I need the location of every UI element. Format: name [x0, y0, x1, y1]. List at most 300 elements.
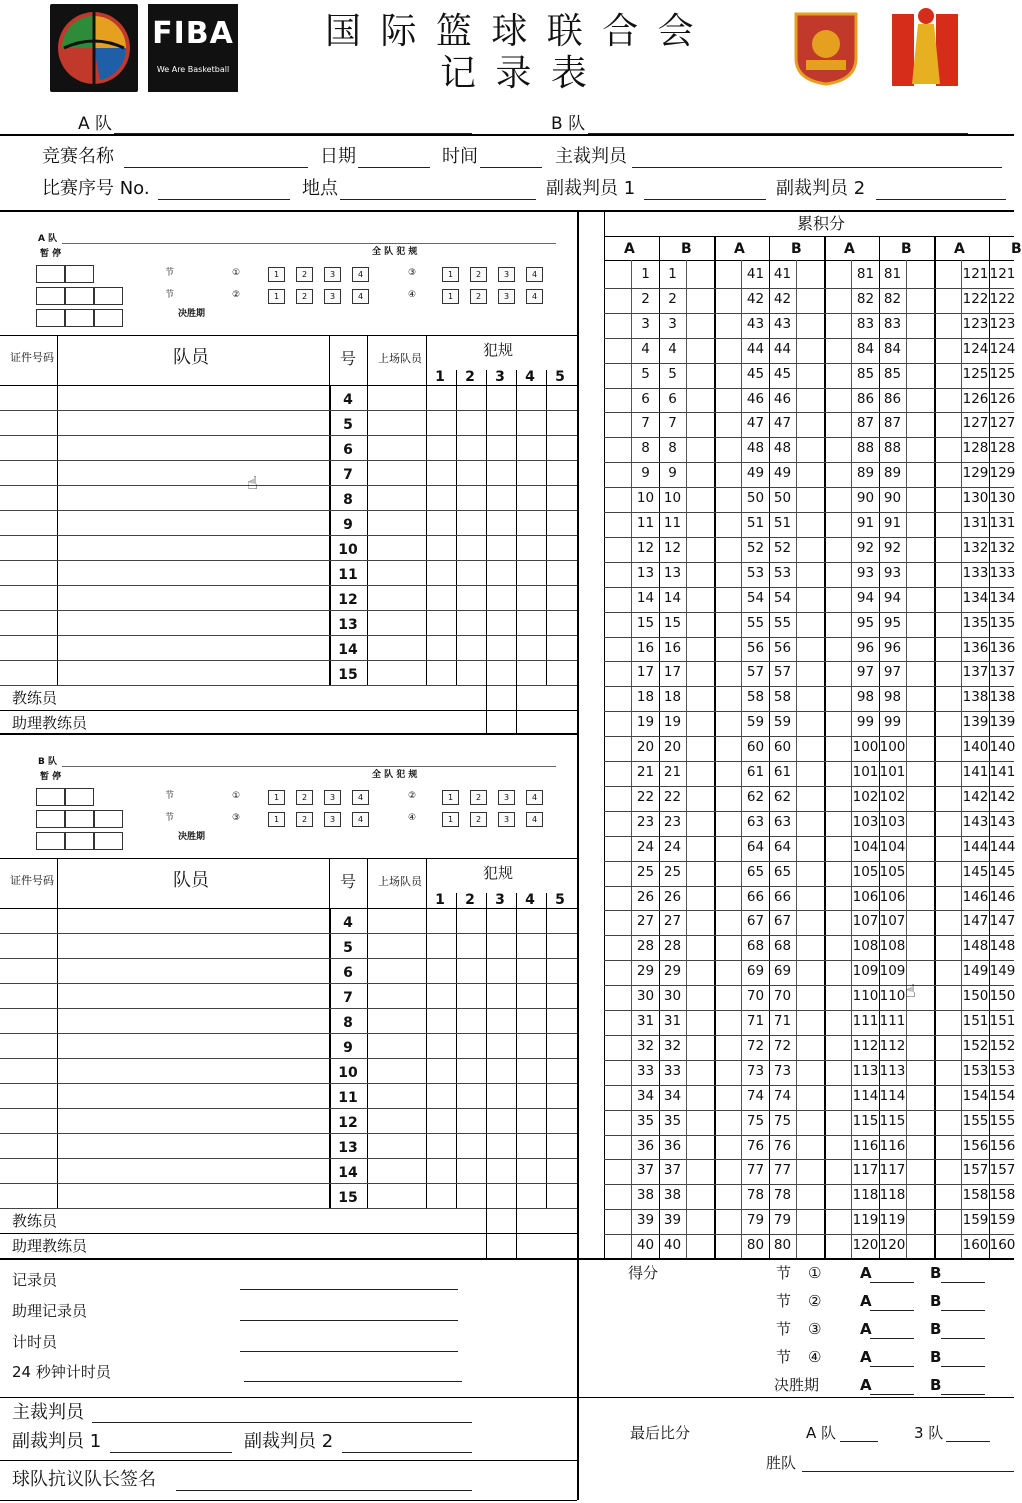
running-score-cell[interactable]: 21: [663, 764, 682, 780]
running-score-cell[interactable]: 72: [746, 1037, 765, 1054]
running-score-cell[interactable]: 142: [989, 788, 1016, 805]
running-score-cell[interactable]: 97: [883, 664, 902, 681]
running-score-cell[interactable]: 70: [746, 988, 765, 1005]
running-score-cell[interactable]: 151: [989, 1013, 1016, 1029]
running-score-cell[interactable]: 36: [663, 1137, 682, 1154]
running-score-cell[interactable]: 130: [989, 490, 1016, 507]
running-score-cell[interactable]: 54: [773, 589, 792, 606]
running-score-cell[interactable]: 159: [962, 1212, 989, 1229]
running-score-cell[interactable]: 138: [962, 689, 989, 706]
running-score-cell[interactable]: 77: [746, 1162, 765, 1179]
running-score-cell[interactable]: 131: [962, 515, 989, 531]
running-score-cell[interactable]: 96: [856, 639, 875, 656]
running-score-cell[interactable]: 79: [746, 1212, 765, 1229]
running-score-cell[interactable]: 139: [989, 714, 1016, 731]
running-score-cell[interactable]: 97: [856, 664, 875, 681]
running-score-cell[interactable]: 64: [746, 838, 765, 855]
running-score-cell[interactable]: 132: [989, 539, 1016, 556]
running-score-cell[interactable]: 34: [663, 1087, 682, 1104]
team-a-team-foul-box[interactable]: 4: [526, 289, 543, 304]
running-score-cell[interactable]: 30: [663, 988, 682, 1005]
table-row[interactable]: [0, 585, 577, 586]
running-score-cell[interactable]: 28: [636, 938, 655, 955]
table-row[interactable]: [0, 1008, 577, 1009]
running-score-cell[interactable]: 4: [641, 340, 650, 357]
running-score-cell[interactable]: 69: [773, 963, 792, 980]
competition-field[interactable]: [124, 167, 308, 168]
running-score-cell[interactable]: 131: [989, 515, 1016, 531]
running-score-cell[interactable]: 102: [879, 788, 906, 805]
running-score-cell[interactable]: 10: [636, 490, 655, 507]
running-score-cell[interactable]: 59: [746, 714, 765, 731]
running-score-cell[interactable]: 157: [962, 1162, 989, 1179]
running-score-cell[interactable]: 140: [962, 739, 989, 756]
running-score-cell[interactable]: 11: [636, 515, 655, 531]
table-row[interactable]: [0, 1133, 577, 1134]
running-score-cell[interactable]: 49: [746, 465, 765, 482]
running-score-cell[interactable]: 115: [879, 1112, 906, 1129]
running-score-cell[interactable]: 35: [636, 1112, 655, 1129]
table-row[interactable]: [0, 1083, 577, 1084]
table-row[interactable]: [0, 1158, 577, 1159]
running-score-cell[interactable]: 98: [883, 689, 902, 706]
team-b-name-field[interactable]: [588, 133, 968, 134]
running-score-cell[interactable]: 70: [773, 988, 792, 1005]
team-b-team-foul-box[interactable]: 1: [442, 790, 459, 805]
running-score-cell[interactable]: 26: [663, 888, 682, 905]
running-score-cell[interactable]: 47: [773, 415, 792, 432]
running-score-cell[interactable]: 148: [962, 938, 989, 955]
running-score-cell[interactable]: 67: [773, 913, 792, 930]
running-score-cell[interactable]: 74: [746, 1087, 765, 1104]
team-b-timeout-box[interactable]: [36, 810, 65, 828]
running-score-cell[interactable]: 66: [773, 888, 792, 905]
running-score-cell[interactable]: 1: [668, 266, 677, 282]
team-b-timeout-box[interactable]: [65, 832, 94, 850]
running-score-cell[interactable]: 140: [989, 739, 1016, 756]
running-score-cell[interactable]: 59: [773, 714, 792, 731]
running-score-cell[interactable]: 120: [879, 1237, 906, 1254]
running-score-cell[interactable]: 58: [746, 689, 765, 706]
running-score-cell[interactable]: 31: [636, 1013, 655, 1029]
team-b-team-foul-box[interactable]: 3: [324, 812, 341, 827]
running-score-cell[interactable]: 101: [879, 764, 906, 780]
team-b-timeout-box[interactable]: [94, 832, 123, 850]
running-score-cell[interactable]: 49: [773, 465, 792, 482]
running-score-cell[interactable]: 5: [668, 365, 677, 382]
running-score-cell[interactable]: 109: [879, 963, 906, 980]
running-score-cell[interactable]: 111: [879, 1013, 906, 1029]
timekeeper-field[interactable]: [240, 1351, 458, 1352]
table-row[interactable]: [0, 435, 577, 436]
running-score-cell[interactable]: 159: [989, 1212, 1016, 1229]
running-score-cell[interactable]: 56: [773, 639, 792, 656]
running-score-cell[interactable]: 155: [962, 1112, 989, 1129]
table-row[interactable]: [0, 635, 577, 636]
table-row[interactable]: [0, 535, 577, 536]
running-score-cell[interactable]: 137: [989, 664, 1016, 681]
running-score-cell[interactable]: 15: [663, 614, 682, 631]
running-score-cell[interactable]: 12: [636, 539, 655, 556]
running-score-cell[interactable]: 16: [663, 639, 682, 656]
running-score-cell[interactable]: 112: [852, 1037, 879, 1054]
running-score-cell[interactable]: 31: [663, 1013, 682, 1029]
running-score-cell[interactable]: 83: [856, 315, 875, 332]
running-score-cell[interactable]: 20: [636, 739, 655, 756]
running-score-cell[interactable]: 95: [883, 614, 902, 631]
running-score-cell[interactable]: 116: [879, 1137, 906, 1154]
running-score-cell[interactable]: 30: [636, 988, 655, 1005]
running-score-cell[interactable]: 54: [746, 589, 765, 606]
team-a-timeout-box[interactable]: [36, 265, 65, 283]
running-score-cell[interactable]: 152: [989, 1037, 1016, 1054]
team-b-team-foul-box[interactable]: 2: [296, 790, 313, 805]
running-score-cell[interactable]: 76: [746, 1137, 765, 1154]
running-score-cell[interactable]: 57: [773, 664, 792, 681]
running-score-cell[interactable]: 68: [773, 938, 792, 955]
running-score-cell[interactable]: 33: [636, 1062, 655, 1079]
team-b-timeout-box[interactable]: [65, 788, 94, 806]
running-score-cell[interactable]: 134: [989, 589, 1016, 606]
running-score-cell[interactable]: 93: [883, 564, 902, 581]
running-score-cell[interactable]: 151: [962, 1013, 989, 1029]
running-score-cell[interactable]: 141: [989, 764, 1016, 780]
running-score-cell[interactable]: 114: [852, 1087, 879, 1104]
running-score-cell[interactable]: 39: [663, 1212, 682, 1229]
period-score-b-field[interactable]: [941, 1282, 985, 1283]
team-b-team-foul-box[interactable]: 1: [442, 812, 459, 827]
running-score-cell[interactable]: 142: [962, 788, 989, 805]
running-score-cell[interactable]: 7: [668, 415, 677, 432]
running-score-cell[interactable]: 84: [856, 340, 875, 357]
running-score-cell[interactable]: 94: [883, 589, 902, 606]
team-a-team-foul-box[interactable]: 2: [296, 267, 313, 282]
team-b-team-foul-box[interactable]: 3: [498, 790, 515, 805]
running-score-cell[interactable]: 32: [636, 1037, 655, 1054]
running-score-cell[interactable]: 113: [852, 1062, 879, 1079]
running-score-cell[interactable]: 154: [989, 1087, 1016, 1104]
running-score-cell[interactable]: 125: [989, 365, 1016, 382]
running-score-cell[interactable]: 43: [746, 315, 765, 332]
running-score-cell[interactable]: 38: [663, 1187, 682, 1204]
running-score-cell[interactable]: 57: [746, 664, 765, 681]
running-score-cell[interactable]: 48: [773, 440, 792, 457]
team-a-team-foul-box[interactable]: 2: [296, 289, 313, 304]
running-score-cell[interactable]: 160: [962, 1237, 989, 1254]
running-score-cell[interactable]: 63: [773, 813, 792, 830]
running-score-cell[interactable]: 156: [962, 1137, 989, 1154]
running-score-cell[interactable]: 75: [746, 1112, 765, 1129]
running-score-cell[interactable]: 89: [856, 465, 875, 482]
running-score-cell[interactable]: 106: [852, 888, 879, 905]
running-score-cell[interactable]: 121: [989, 266, 1016, 282]
team-b-team-foul-box[interactable]: 4: [352, 812, 369, 827]
running-score-cell[interactable]: 105: [852, 863, 879, 880]
team-b-timeout-box[interactable]: [36, 832, 65, 850]
running-score-cell[interactable]: 53: [746, 564, 765, 581]
period-score-a-field[interactable]: [870, 1310, 914, 1311]
running-score-cell[interactable]: 6: [641, 390, 650, 407]
overtime-a-field[interactable]: [870, 1394, 914, 1395]
running-score-cell[interactable]: 137: [962, 664, 989, 681]
running-score-cell[interactable]: 89: [883, 465, 902, 482]
game-no-field[interactable]: [158, 199, 290, 200]
table-row[interactable]: [0, 410, 577, 411]
running-score-cell[interactable]: 152: [962, 1037, 989, 1054]
running-score-cell[interactable]: 37: [663, 1162, 682, 1179]
running-score-cell[interactable]: 71: [773, 1013, 792, 1029]
running-score-cell[interactable]: 28: [663, 938, 682, 955]
running-score-cell[interactable]: 29: [636, 963, 655, 980]
running-score-cell[interactable]: 17: [663, 664, 682, 681]
running-score-cell[interactable]: 44: [773, 340, 792, 357]
running-score-cell[interactable]: 43: [773, 315, 792, 332]
team-a-team-foul-box[interactable]: 3: [498, 267, 515, 282]
running-score-cell[interactable]: 34: [636, 1087, 655, 1104]
team-b-timeout-box[interactable]: [94, 810, 123, 828]
running-score-cell[interactable]: 40: [663, 1237, 682, 1254]
running-score-cell[interactable]: 55: [746, 614, 765, 631]
running-score-cell[interactable]: 128: [962, 440, 989, 457]
team-a-team-foul-box[interactable]: 4: [526, 267, 543, 282]
running-score-cell[interactable]: 139: [962, 714, 989, 731]
running-score-cell[interactable]: 117: [852, 1162, 879, 1179]
running-score-cell[interactable]: 105: [879, 863, 906, 880]
running-score-cell[interactable]: 122: [962, 290, 989, 307]
running-score-cell[interactable]: 144: [962, 838, 989, 855]
umpire1-field[interactable]: [644, 199, 766, 200]
running-score-cell[interactable]: 8: [641, 440, 650, 457]
running-score-cell[interactable]: 78: [746, 1187, 765, 1204]
running-score-cell[interactable]: 138: [989, 689, 1016, 706]
winner-field[interactable]: [802, 1471, 1014, 1472]
running-score-cell[interactable]: 160: [989, 1237, 1016, 1254]
running-score-cell[interactable]: 117: [879, 1162, 906, 1179]
running-score-cell[interactable]: 104: [879, 838, 906, 855]
running-score-cell[interactable]: 27: [663, 913, 682, 930]
team-a-team-foul-box[interactable]: 2: [470, 267, 487, 282]
running-score-cell[interactable]: 85: [856, 365, 875, 382]
running-score-cell[interactable]: 47: [746, 415, 765, 432]
running-score-cell[interactable]: 146: [962, 888, 989, 905]
running-score-cell[interactable]: 50: [773, 490, 792, 507]
place-field[interactable]: [340, 199, 536, 200]
running-score-cell[interactable]: 127: [989, 415, 1016, 432]
running-score-cell[interactable]: 92: [883, 539, 902, 556]
running-score-cell[interactable]: 95: [856, 614, 875, 631]
running-score-cell[interactable]: 9: [641, 465, 650, 482]
running-score-cell[interactable]: 45: [773, 365, 792, 382]
running-score-cell[interactable]: 13: [636, 564, 655, 581]
running-score-cell[interactable]: 122: [989, 290, 1016, 307]
running-score-cell[interactable]: 158: [989, 1187, 1016, 1204]
running-score-cell[interactable]: 8: [668, 440, 677, 457]
period-score-a-field[interactable]: [870, 1282, 914, 1283]
running-score-cell[interactable]: 157: [989, 1162, 1016, 1179]
running-score-cell[interactable]: 107: [852, 913, 879, 930]
running-score-cell[interactable]: 7: [641, 415, 650, 432]
running-score-cell[interactable]: 45: [746, 365, 765, 382]
period-score-a-field[interactable]: [870, 1366, 914, 1367]
team-a-team-foul-box[interactable]: 3: [324, 267, 341, 282]
team-a-team-foul-box[interactable]: 3: [498, 289, 515, 304]
running-score-cell[interactable]: 14: [636, 589, 655, 606]
running-score-cell[interactable]: 110: [852, 988, 879, 1005]
running-score-cell[interactable]: 56: [746, 639, 765, 656]
running-score-cell[interactable]: 96: [883, 639, 902, 656]
running-score-cell[interactable]: 74: [773, 1087, 792, 1104]
running-score-cell[interactable]: 62: [746, 788, 765, 805]
running-score-cell[interactable]: 65: [773, 863, 792, 880]
running-score-cell[interactable]: 81: [856, 266, 875, 282]
team-a-team-foul-box[interactable]: 4: [352, 267, 369, 282]
running-score-cell[interactable]: 61: [773, 764, 792, 780]
table-row[interactable]: [0, 1033, 577, 1034]
table-row[interactable]: [0, 685, 577, 686]
running-score-cell[interactable]: 36: [636, 1137, 655, 1154]
team-a-timeout-box[interactable]: [65, 309, 94, 327]
team-a-team-foul-box[interactable]: 2: [470, 289, 487, 304]
umpire2-field[interactable]: [876, 199, 1006, 200]
running-score-cell[interactable]: 141: [962, 764, 989, 780]
running-score-cell[interactable]: 6: [668, 390, 677, 407]
running-score-cell[interactable]: 98: [856, 689, 875, 706]
running-score-cell[interactable]: 73: [746, 1062, 765, 1079]
team-a-timeout-box[interactable]: [65, 265, 94, 283]
running-score-cell[interactable]: 113: [879, 1062, 906, 1079]
running-score-cell[interactable]: 5: [641, 365, 650, 382]
date-field[interactable]: [358, 167, 430, 168]
team-b-team-foul-box[interactable]: 1: [268, 790, 285, 805]
running-score-cell[interactable]: 133: [989, 564, 1016, 581]
table-row[interactable]: [0, 983, 577, 984]
running-score-cell[interactable]: 81: [883, 266, 902, 282]
running-score-cell[interactable]: 32: [663, 1037, 682, 1054]
running-score-cell[interactable]: 15: [636, 614, 655, 631]
captain-sig-field[interactable]: [176, 1490, 472, 1491]
running-score-cell[interactable]: 35: [663, 1112, 682, 1129]
sig-umpire1-field[interactable]: [110, 1452, 232, 1453]
running-score-cell[interactable]: 147: [962, 913, 989, 930]
table-row[interactable]: [0, 560, 577, 561]
running-score-cell[interactable]: 66: [746, 888, 765, 905]
table-row[interactable]: [0, 1108, 577, 1109]
running-score-cell[interactable]: 101: [852, 764, 879, 780]
team-a-team-foul-box[interactable]: 1: [442, 267, 459, 282]
running-score-cell[interactable]: 136: [962, 639, 989, 656]
running-score-cell[interactable]: 143: [962, 813, 989, 830]
team-a-team-foul-box[interactable]: 1: [442, 289, 459, 304]
running-score-cell[interactable]: 103: [852, 813, 879, 830]
running-score-cell[interactable]: 143: [989, 813, 1016, 830]
team-a-name-field[interactable]: [114, 133, 472, 134]
running-score-cell[interactable]: 135: [962, 614, 989, 631]
table-row[interactable]: [0, 485, 577, 486]
sig-referee-field[interactable]: [92, 1422, 472, 1423]
running-score-cell[interactable]: 63: [746, 813, 765, 830]
running-score-cell[interactable]: 118: [852, 1187, 879, 1204]
running-score-cell[interactable]: 90: [883, 490, 902, 507]
team-b-timeout-box[interactable]: [36, 788, 65, 806]
running-score-cell[interactable]: 33: [663, 1062, 682, 1079]
running-score-cell[interactable]: 55: [773, 614, 792, 631]
table-row[interactable]: [0, 1183, 577, 1184]
running-score-cell[interactable]: 78: [773, 1187, 792, 1204]
table-row[interactable]: [0, 460, 577, 461]
running-score-cell[interactable]: 25: [663, 863, 682, 880]
running-score-cell[interactable]: 94: [856, 589, 875, 606]
running-score-cell[interactable]: 19: [636, 714, 655, 731]
running-score-cell[interactable]: 22: [636, 788, 655, 805]
team-a-team-foul-box[interactable]: 1: [268, 289, 285, 304]
running-score-cell[interactable]: 112: [879, 1037, 906, 1054]
time-field[interactable]: [480, 167, 542, 168]
running-score-cell[interactable]: 88: [883, 440, 902, 457]
running-score-cell[interactable]: 4: [668, 340, 677, 357]
team-a-timeout-box[interactable]: [94, 309, 123, 327]
running-score-cell[interactable]: 114: [879, 1087, 906, 1104]
running-score-cell[interactable]: 61: [746, 764, 765, 780]
running-score-cell[interactable]: 126: [962, 390, 989, 407]
running-score-cell[interactable]: 111: [852, 1013, 879, 1029]
running-score-cell[interactable]: 37: [636, 1162, 655, 1179]
running-score-cell[interactable]: 3: [641, 315, 650, 332]
team-b-team-foul-box[interactable]: 3: [498, 812, 515, 827]
period-score-b-field[interactable]: [941, 1338, 985, 1339]
running-score-cell[interactable]: 92: [856, 539, 875, 556]
running-score-cell[interactable]: 108: [879, 938, 906, 955]
running-score-cell[interactable]: 126: [989, 390, 1016, 407]
running-score-cell[interactable]: 2: [668, 290, 677, 307]
team-b-team-foul-box[interactable]: 4: [352, 790, 369, 805]
running-score-cell[interactable]: 73: [773, 1062, 792, 1079]
running-score-cell[interactable]: 29: [663, 963, 682, 980]
table-row[interactable]: [0, 610, 577, 611]
team-a-timeout-box[interactable]: [36, 287, 65, 305]
running-score-cell[interactable]: 156: [989, 1137, 1016, 1154]
running-score-cell[interactable]: 52: [746, 539, 765, 556]
running-score-cell[interactable]: 23: [636, 813, 655, 830]
running-score-cell[interactable]: 42: [746, 290, 765, 307]
table-row[interactable]: [0, 958, 577, 959]
running-score-cell[interactable]: 129: [989, 465, 1016, 482]
running-score-cell[interactable]: 65: [746, 863, 765, 880]
running-score-cell[interactable]: 153: [962, 1062, 989, 1079]
table-row[interactable]: [0, 1058, 577, 1059]
running-score-cell[interactable]: 24: [663, 838, 682, 855]
team-a-timeout-box[interactable]: [36, 309, 65, 327]
running-score-cell[interactable]: 13: [663, 564, 682, 581]
running-score-cell[interactable]: 146: [989, 888, 1016, 905]
team-b-team-foul-box[interactable]: 2: [470, 790, 487, 805]
running-score-cell[interactable]: 120: [852, 1237, 879, 1254]
running-score-cell[interactable]: 102: [852, 788, 879, 805]
running-score-cell[interactable]: 149: [989, 963, 1016, 980]
running-score-cell[interactable]: 80: [773, 1237, 792, 1254]
running-score-cell[interactable]: 155: [989, 1112, 1016, 1129]
running-score-cell[interactable]: 39: [636, 1212, 655, 1229]
running-score-cell[interactable]: 58: [773, 689, 792, 706]
running-score-cell[interactable]: 135: [989, 614, 1016, 631]
running-score-cell[interactable]: 99: [883, 714, 902, 731]
sig-umpire2-field[interactable]: [342, 1452, 472, 1453]
running-score-cell[interactable]: 19: [663, 714, 682, 731]
running-score-cell[interactable]: 145: [962, 863, 989, 880]
running-score-cell[interactable]: 121: [962, 266, 989, 282]
running-score-cell[interactable]: 84: [883, 340, 902, 357]
running-score-cell[interactable]: 110: [879, 988, 906, 1005]
running-score-cell[interactable]: 60: [773, 739, 792, 756]
